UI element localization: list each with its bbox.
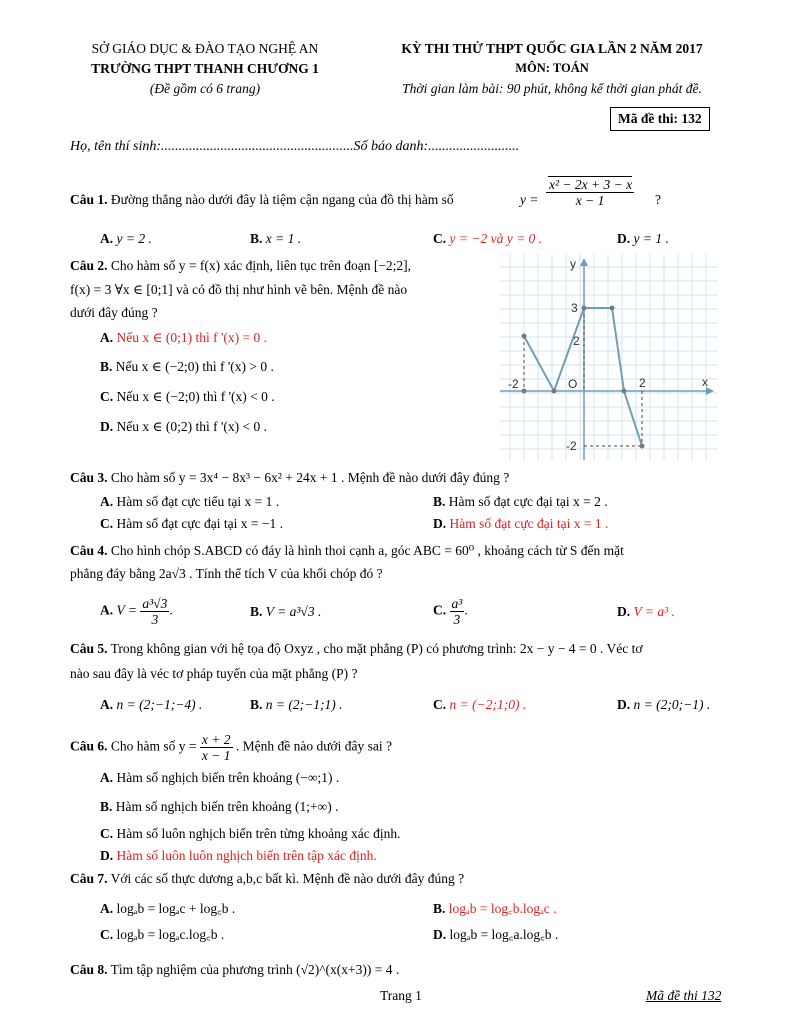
q5-option-a[interactable]: A. n = (2;−1;−4) . — [100, 697, 203, 712]
footer-exam-code: Mã đề thi 132 — [646, 988, 722, 1003]
function-graph — [500, 254, 718, 460]
exam-title: KỲ THI THỬ THPT QUỐC GIA LẦN 2 NĂM 2017 — [401, 41, 703, 56]
q7-option-c[interactable]: C. logₐb = logₐc.log꜀b . — [100, 927, 225, 942]
question-1 — [70, 192, 454, 208]
q1-option-b[interactable]: B. x = 1 . — [250, 231, 302, 246]
q4-line2: phẳng đáy bằng 2a√3 . Tính thể tích V của khối chóp đó ? — [70, 566, 383, 581]
graph-background — [500, 254, 718, 460]
graph-point — [610, 306, 615, 311]
exam-code-box: Mã đề thi: 132 — [610, 107, 710, 131]
subject: MÔN: TOÁN — [515, 61, 589, 75]
tick-y-neg2: -2 — [566, 439, 577, 453]
question-7: Câu 7. Với các số thực dương a,b,c bất kì. Mệnh đề nào dưới đây đúng ? — [70, 871, 465, 886]
graph-point — [622, 389, 627, 394]
question-8: Câu 8. Tìm tập nghiệm của phương trình (√2)^(x(x+3)) = 4 . — [70, 962, 400, 977]
q5-line2: nào sau đây là véc tơ pháp tuyến của mặt phẳng (P) ? — [70, 666, 358, 681]
graph-point — [582, 306, 587, 311]
school-dept: SỞ GIÁO DỤC & ĐÀO TẠO NGHỆ AN — [91, 41, 319, 56]
question-text: Đường thẳng nào dưới đây là tiệm cận ngang của đồ thị hàm số — [110, 192, 454, 207]
tick-y3: 3 — [571, 301, 578, 315]
q1-option-a[interactable]: A. y = 2 . — [100, 231, 152, 246]
q2-option-a[interactable]: A. Nếu x ∈ (0;1) thì f '(x) = 0 . — [100, 330, 268, 345]
q6-option-b[interactable]: B. Hàm số nghịch biến trên khoảng (1;+∞) . — [100, 799, 339, 814]
school-name: TRƯỜNG THPT THANH CHƯƠNG 1 — [91, 61, 319, 76]
question-5: Câu 5. Trong không gian với hệ tọa độ Oxyz , cho mặt phẳng (P) có phương trình: 2x − y − 4 = 0 . Véc tơ — [70, 641, 643, 656]
graph-point — [522, 334, 527, 339]
q7-option-a[interactable]: A. logₐb = logₐc + log꜀b . — [100, 901, 236, 916]
q1-func-lhs: y = — [520, 192, 539, 207]
q2-line3: dưới đây đúng ? — [70, 305, 158, 320]
q1-option-d[interactable]: D. y = 1 . — [617, 231, 669, 246]
q1-func-num: x² − 2x + 3 − x — [549, 177, 633, 192]
q5-option-b[interactable]: B. n = (2;−1;1) . — [250, 697, 343, 712]
tick-x2: 2 — [639, 376, 646, 390]
q7-option-b[interactable]: B. logₐb = log꜀b.logₐc . — [433, 901, 557, 916]
q1-qmark: ? — [655, 192, 661, 207]
tick-y2: 2 — [573, 334, 580, 348]
q2-option-d[interactable]: D. Nếu x ∈ (0;2) thì f '(x) < 0 . — [100, 419, 268, 434]
q7-option-d[interactable]: D. logₐb = log꜀a.log꜀b . — [433, 927, 559, 942]
q2-option-c[interactable]: C. Nếu x ∈ (−2;0) thì f '(x) < 0 . — [100, 389, 275, 404]
q2-line2: f(x) = 3 ∀x ∈ [0;1] và có đồ thị như hình vẽ bên. Mệnh đề nào — [70, 282, 408, 297]
question-label: Câu 1. — [70, 192, 108, 207]
q3-option-a[interactable]: A. Hàm số đạt cực tiểu tại x = 1 . — [100, 494, 280, 509]
q3-option-b[interactable]: B. Hàm số đạt cực đại tại x = 2 . — [433, 494, 608, 509]
q4-option-c[interactable]: C. $\frac{\text{a³}}{3}$ . — [433, 596, 468, 627]
q1-func-fraction — [546, 177, 634, 208]
q5-option-d[interactable]: D. n = (2;0;−1) . — [617, 697, 711, 712]
question-4: Câu 4. Cho hình chóp S.ABCD có đáy là hình thoi cạnh a, góc ABC = 60⁰ , khoảng cách từ S đến mặt — [70, 543, 624, 558]
q2-option-b[interactable]: B. Nếu x ∈ (−2;0) thì f '(x) > 0 . — [100, 359, 274, 374]
q4-option-d[interactable]: D. V = a³ . — [617, 604, 675, 619]
q5-option-c[interactable]: C. n = (−2;1;0) . — [433, 697, 527, 712]
q6-option-c[interactable]: C. Hàm số luôn nghịch biến trên từng khoảng xác định. — [100, 826, 401, 841]
q3-option-c[interactable]: C. Hàm số đạt cực đại tại x = −1 . — [100, 516, 284, 531]
question-3: Câu 3. Cho hàm số y = 3x⁴ − 8x³ − 6x² + 24x + 1 . Mệnh đề nào dưới đây đúng ? — [70, 470, 510, 485]
page-count-note: (Đề gồm có 6 trang) — [149, 81, 261, 96]
graph-point — [640, 444, 645, 449]
q1-func-den: x − 1 — [575, 193, 605, 208]
page-number: Trang 1 — [380, 988, 422, 1003]
question-2: Câu 2. Cho hàm số y = f(x) xác định, liên tục trên đoạn [−2;2], — [70, 258, 412, 273]
origin-label: O — [568, 377, 578, 391]
question-6: Câu 6. Cho hàm số y = $\frac{x + 2}{x - 1}$ . Mệnh đề nào dưới đây sai ? — [70, 732, 393, 763]
q1-option-c[interactable]: C. y = −2 và y = 0 . — [433, 231, 543, 246]
q6-option-d[interactable]: D. Hàm số luôn luôn nghịch biến trên tập xác định. — [100, 848, 377, 863]
graph-point — [552, 389, 557, 394]
tick-x-neg2: -2 — [508, 377, 519, 391]
q6-option-a[interactable]: A. Hàm số nghịch biến trên khoảng (−∞;1) . — [100, 770, 340, 785]
q4-option-b[interactable]: B. V = a³√3 . — [250, 604, 322, 619]
time-note: Thời gian làm bài: 90 phút, không kể thời gian phát đề. — [402, 81, 702, 96]
q3-option-d[interactable]: D. Hàm số đạt cực đại tại x = 1 . — [433, 516, 609, 531]
student-info-line: Họ, tên thí sinh:.......................................................Số báo danh:.......................... — [70, 139, 520, 154]
graph-point — [522, 389, 527, 394]
y-axis-label: y — [570, 257, 576, 271]
x-axis-label: x — [702, 375, 708, 389]
q4-option-a[interactable]: A. V = $\frac{\text{a³√3}}{3}$ . — [100, 596, 173, 627]
